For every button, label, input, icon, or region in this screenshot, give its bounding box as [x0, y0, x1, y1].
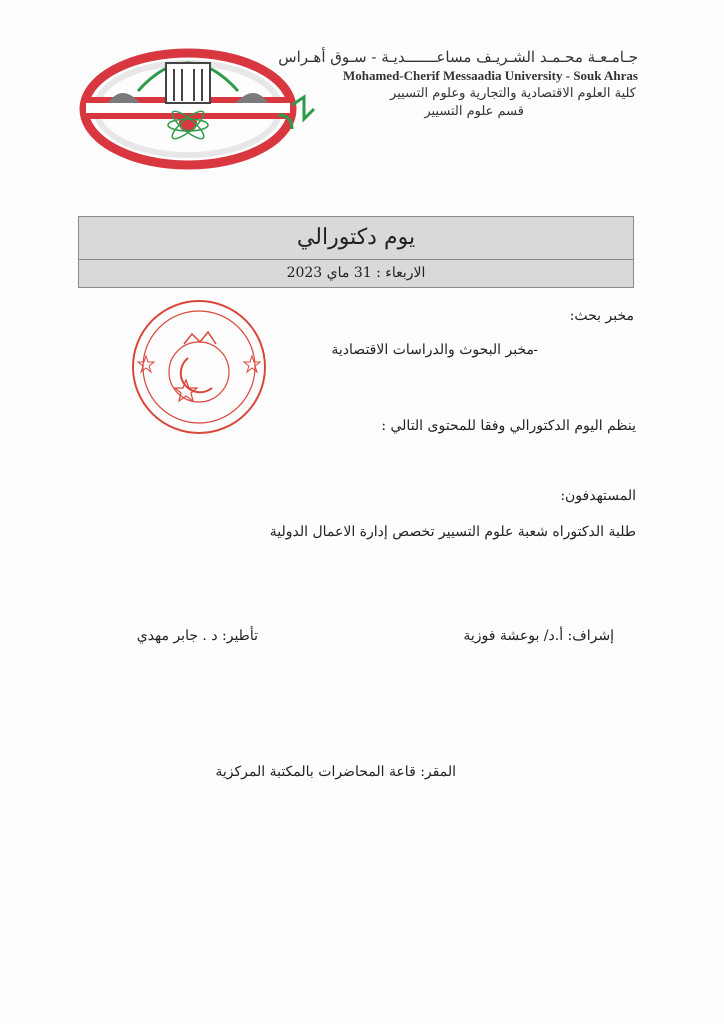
- research-lab-name: مخبر البحوث والدراسات الاقتصادية: [331, 342, 534, 358]
- venue-line: المقر: قاعة المحاضرات بالمكتبة المركزية: [215, 764, 456, 780]
- university-name-arabic: جـامـعـة محـمـد الشـريـف مساعـــــــديـة - سـوق أهـراس: [278, 48, 638, 66]
- department-name: قسم علوم التسيير: [424, 104, 524, 119]
- event-date: الاربعاء : 31 ماي 2023: [286, 265, 426, 281]
- framing-line: تأطير: د . جابر مهدي: [136, 628, 258, 644]
- supervision-line: إشراف: أ.د/ بوعشة فوزية: [463, 628, 614, 644]
- target-audience-text: طلبة الدكتوراه شعبة علوم التسيير تخصص إدارة الاعمال الدولية: [269, 524, 636, 540]
- title-band: [78, 216, 634, 288]
- organize-statement: ينظم اليوم الدكتورالي وفقا للمحتوى التالي :: [381, 418, 636, 434]
- official-stamp: [126, 296, 272, 438]
- list-bullet-dash: -: [533, 342, 538, 358]
- target-audience-label: المستهدفون:: [560, 488, 636, 504]
- research-lab-label: مخبر بحث:: [569, 308, 634, 324]
- band-divider: [79, 259, 633, 260]
- university-name-english: Mohamed-Cherif Messaadia University - Souk Ahras: [342, 68, 638, 83]
- faculty-name: كلية العلوم الاقتصادية والتجارية وعلوم التسيير: [390, 86, 636, 101]
- page-title: يوم دكتورالي: [296, 225, 416, 250]
